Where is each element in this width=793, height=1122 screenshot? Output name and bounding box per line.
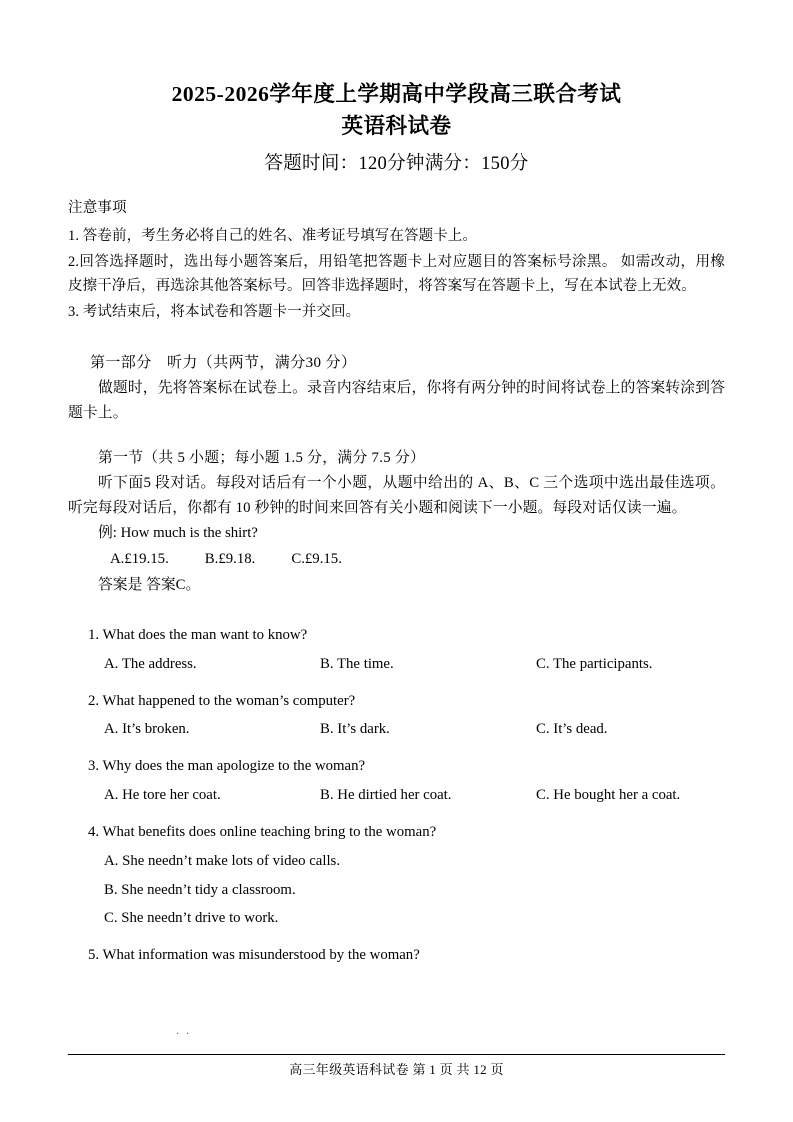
question-item bbox=[68, 941, 725, 970]
page-subtitle: 英语科试卷 bbox=[341, 114, 452, 139]
question-stem: 1. What does the man want to know? bbox=[88, 626, 308, 643]
question-item bbox=[68, 752, 725, 810]
question-option[interactable]: A. It’s broken. bbox=[104, 721, 190, 738]
part-one-intro: 做题时，先将答案标在试卷上。录音内容结束后，你将有两分钟的时间将试卷上的答案转涂到答题卡上。 bbox=[68, 379, 725, 421]
notice-heading: 注意事项 bbox=[68, 199, 127, 216]
notice-item: 2.回答选择题时，选出每小题答案后，用铅笔把答题卡上对应题目的答案标号涂黑。 如需改动，用橡皮擦干净后，再选涂其他答案标号。回答非选择题时，将答案写在答题卡上，写在本试卷上无效。 bbox=[68, 253, 725, 294]
question-stem: 5. What information was misunderstood by the woman? bbox=[88, 947, 420, 964]
question-options bbox=[68, 781, 725, 810]
part-one-heading: 第一部分 听力（共两节，满分30 分） bbox=[90, 354, 357, 371]
question-option[interactable]: B. The time. bbox=[320, 655, 394, 672]
footer-text: 高三年级英语科试卷 第 1 页 共 12 页 bbox=[289, 1062, 504, 1077]
page-dots: · · bbox=[176, 1029, 192, 1040]
page-title: 2025-2026学年度上学期高中学段高三联合考试 bbox=[171, 82, 622, 106]
section-one-heading: 第一节（共 5 小题；每小题 1.5 分，满分 7.5 分） bbox=[98, 449, 426, 466]
question-option[interactable]: C. It’s dead. bbox=[536, 721, 608, 738]
question-stem: 4. What benefits does online teaching bring to the woman? bbox=[88, 823, 437, 840]
footer-divider bbox=[68, 1054, 725, 1055]
question-stem: 2. What happened to the woman’s computer? bbox=[88, 692, 356, 709]
notice-item: 3. 考试结束后，将本试卷和答题卡一并交回。 bbox=[68, 303, 361, 320]
example-option-b: B.£9.18. bbox=[204, 551, 256, 568]
section-one-intro: 听下面5 段对话。每段对话后有一个小题，从题中给出的 A、B、C 三个选项中选出最佳选项。听完每段对话后，你都有 10 秒钟的时间来回答有关小题和阅读下一小题。每段对话仅读一遍。 bbox=[68, 474, 725, 517]
page-footer bbox=[0, 1054, 793, 1078]
notice-item: 1. 答卷前，考生务必将自己的姓名、准考证号填写在答题卡上。 bbox=[68, 227, 477, 244]
question-option[interactable]: A. She needn’t make lots of video calls. bbox=[104, 852, 341, 869]
question-option[interactable]: A. He tore her coat. bbox=[104, 787, 221, 804]
question-option[interactable]: B. She needn’t tidy a classroom. bbox=[104, 881, 296, 898]
question-option[interactable]: C. The participants. bbox=[536, 655, 653, 672]
question-option[interactable]: A. The address. bbox=[104, 655, 197, 672]
question-options bbox=[68, 715, 725, 744]
example-answer: 答案是 答案C。 bbox=[98, 576, 201, 593]
exam-timing: 答题时间：120分钟满分：150分 bbox=[264, 153, 529, 174]
title-block bbox=[68, 78, 725, 180]
example-option-c: C.£9.15. bbox=[291, 551, 342, 568]
example-options bbox=[68, 547, 725, 573]
question-option[interactable]: B. He dirtied her coat. bbox=[320, 787, 452, 804]
question-list bbox=[68, 621, 725, 970]
question-options bbox=[68, 650, 725, 679]
question-options bbox=[68, 847, 725, 934]
question-item bbox=[68, 818, 725, 933]
example-option-a: A.£19.15. bbox=[110, 551, 169, 568]
notice-list bbox=[68, 225, 725, 325]
question-item bbox=[68, 621, 725, 679]
question-stem: 3. Why does the man apologize to the woman? bbox=[88, 758, 366, 775]
question-option[interactable]: C. She needn’t drive to work. bbox=[104, 910, 279, 927]
question-option[interactable]: B. It’s dark. bbox=[320, 721, 390, 738]
example-question: 例: How much is the shirt? bbox=[98, 525, 258, 542]
question-option[interactable]: C. He bought her a coat. bbox=[536, 787, 681, 804]
question-item bbox=[68, 687, 725, 745]
